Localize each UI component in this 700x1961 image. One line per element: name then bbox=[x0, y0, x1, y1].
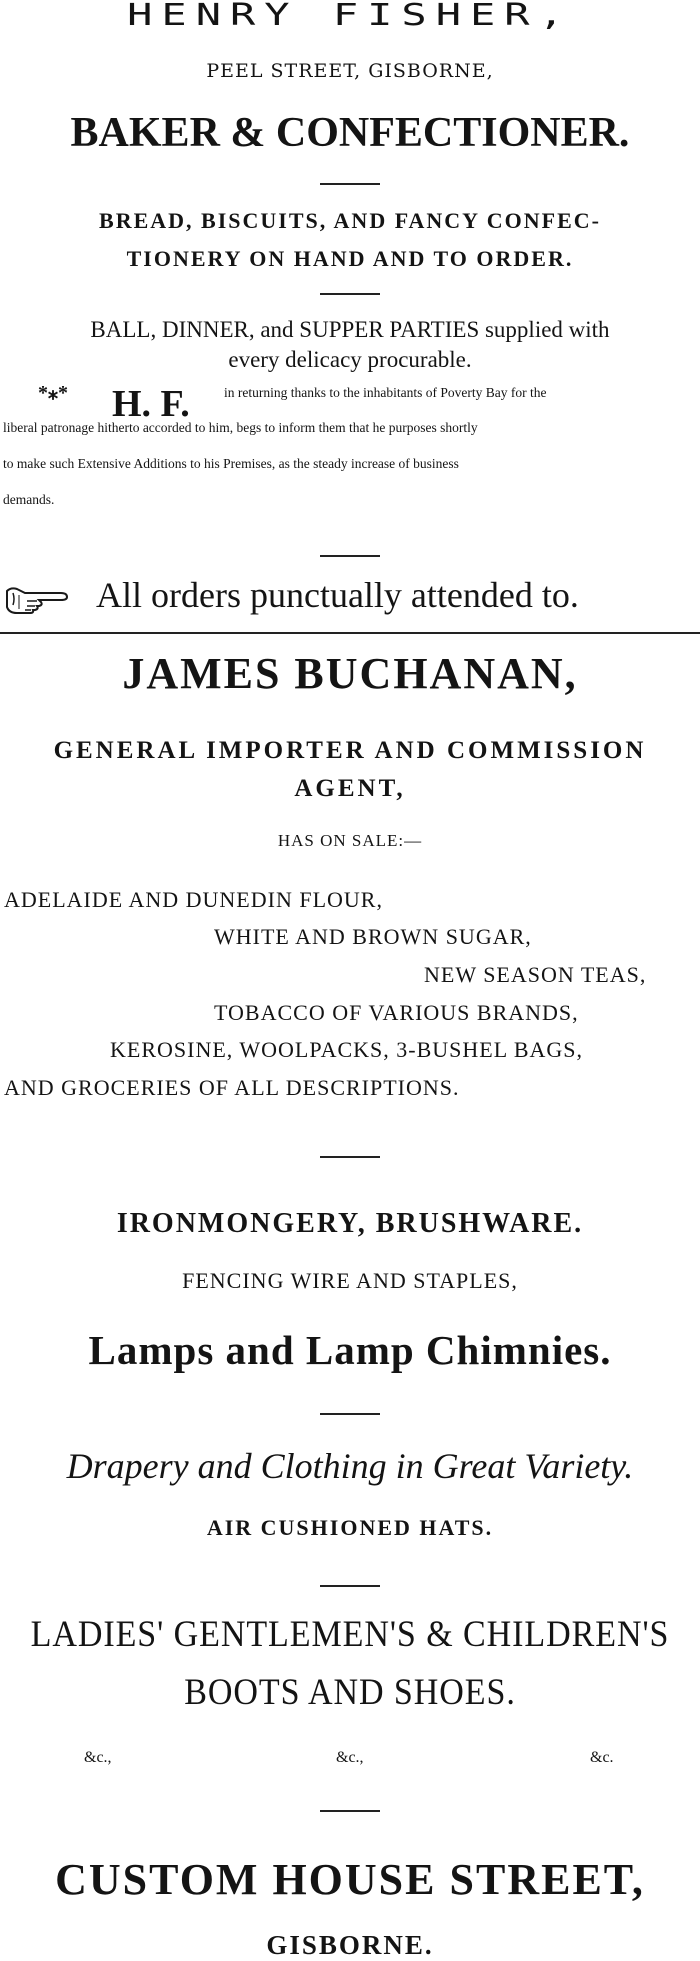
buchanan-lamps: Lamps and Lamp Chimnies. bbox=[88, 1327, 612, 1373]
etcetera-mark: &c. bbox=[590, 1749, 614, 1766]
section-divider bbox=[320, 1413, 380, 1415]
buchanan-proprietor-name: JAMES BUCHANAN, bbox=[122, 649, 578, 698]
goods-item: ADELAIDE AND DUNEDIN FLOUR, bbox=[4, 887, 383, 912]
goods-item: NEW SEASON TEAS, bbox=[424, 962, 647, 987]
fisher-address: PEEL STREET, GISBORNE, bbox=[206, 60, 494, 82]
fisher-trade-heading: BAKER & CONFECTIONER. bbox=[70, 110, 630, 156]
buchanan-on-sale-label: HAS ON SALE:— bbox=[277, 831, 423, 850]
section-divider bbox=[320, 293, 380, 295]
buchanan-street: CUSTOM HOUSE STREET, bbox=[55, 1855, 645, 1904]
etcetera-mark: &c., bbox=[84, 1749, 112, 1766]
goods-item: TOBACCO OF VARIOUS BRANDS, bbox=[214, 1000, 579, 1025]
buchanan-hats: AIR CUSHIONED HATS. bbox=[206, 1515, 494, 1540]
buchanan-town: GISBORNE. bbox=[266, 1930, 434, 1960]
fisher-products-line-2: TIONERY ON HAND AND TO ORDER. bbox=[126, 246, 574, 271]
buchanan-boots-line-2: BOOTS AND SHOES. bbox=[184, 1672, 516, 1713]
section-divider bbox=[320, 555, 380, 557]
buchanan-drapery: Drapery and Clothing in Great Variety. bbox=[66, 1446, 634, 1486]
section-divider bbox=[320, 1810, 380, 1812]
section-divider bbox=[320, 183, 380, 185]
pointing-hand-icon bbox=[5, 583, 77, 615]
advert-separator bbox=[0, 632, 700, 634]
section-divider bbox=[320, 1585, 380, 1587]
fisher-catering-line-1: BALL, DINNER, and SUPPER PARTIES supplied with bbox=[90, 317, 610, 342]
buchanan-boots-line-1: LADIES' GENTLEMEN'S & CHILDREN'S bbox=[30, 1614, 670, 1655]
buchanan-fencing: FENCING WIRE AND STAPLES, bbox=[182, 1268, 518, 1293]
fisher-orders-line: All orders punctually attended to. bbox=[96, 575, 579, 615]
fisher-notice-line-3: to make such Extensive Additions to his Premises, as the steady increase of business bbox=[3, 456, 459, 471]
buchanan-role-line-2: AGENT, bbox=[294, 775, 406, 802]
etcetera-mark: &c., bbox=[336, 1749, 364, 1766]
goods-item: AND GROCERIES OF ALL DESCRIPTIONS. bbox=[4, 1075, 460, 1100]
goods-item: WHITE AND BROWN SUGAR, bbox=[214, 924, 532, 949]
fisher-notice-line-4: demands. bbox=[3, 492, 55, 507]
fisher-notice-line-1: in returning thanks to the inhabitants of Poverty Bay for the bbox=[224, 385, 547, 400]
goods-item: KEROSINE, WOOLPACKS, 3-BUSHEL BAGS, bbox=[110, 1037, 584, 1062]
fisher-catering-line-2: every delicacy procurable. bbox=[228, 347, 472, 372]
fisher-proprietor-name: HENRY FISHER, bbox=[127, 0, 573, 33]
buchanan-role-line-1: GENERAL IMPORTER AND COMMISSION bbox=[53, 737, 647, 764]
buchanan-ironmongery: IRONMONGERY, BRUSHWARE. bbox=[116, 1208, 584, 1239]
fisher-initials: H. F. bbox=[112, 383, 190, 425]
asterism-mark: *⁎* bbox=[38, 382, 68, 404]
fisher-notice-line-2: liberal patronage hitherto accorded to him, begs to inform them that he purposes shortly bbox=[3, 420, 478, 435]
fisher-products-line-1: BREAD, BISCUITS, AND FANCY CONFEC- bbox=[99, 208, 601, 233]
section-divider bbox=[320, 1156, 380, 1158]
